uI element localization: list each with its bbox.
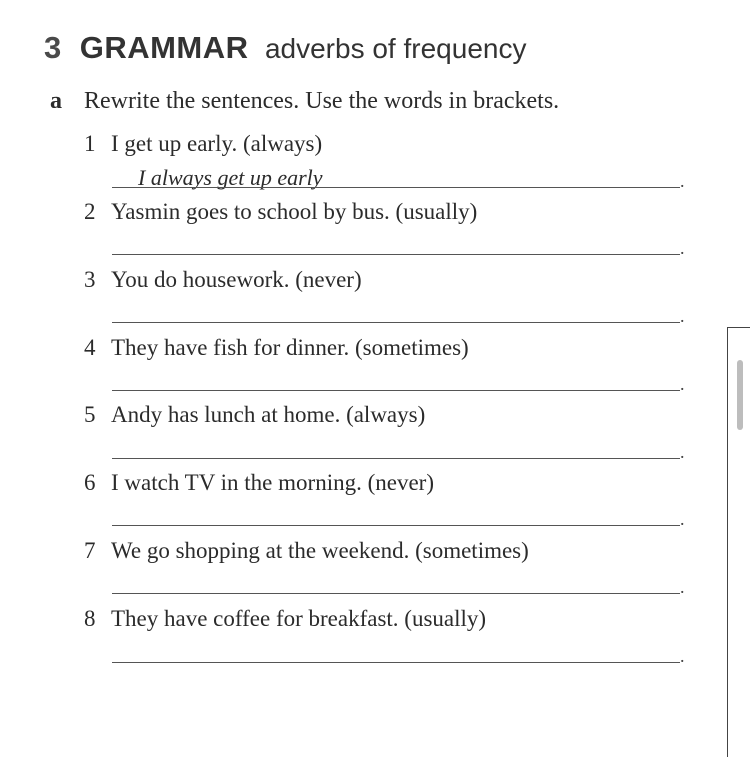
question-number: 6 <box>84 470 96 495</box>
scrollbar-thumb[interactable] <box>737 360 743 430</box>
exercise-title: GRAMMAR <box>79 30 249 65</box>
answer-line[interactable] <box>112 187 680 188</box>
question-number: 8 <box>84 606 96 631</box>
question-text: Andy has lunch at home. (always) <box>111 402 426 427</box>
question-text: We go shopping at the weekend. (sometimes) <box>111 538 529 563</box>
answer-text: I always get up early <box>138 165 323 190</box>
question-number: 4 <box>84 335 96 360</box>
instruction-text: Rewrite the sentences. Use the words in brackets. <box>84 88 560 114</box>
answer-line[interactable] <box>112 593 680 594</box>
answer-line[interactable] <box>112 662 680 663</box>
line-end-period: . <box>680 238 685 258</box>
question-text: They have coffee for breakfast. (usually) <box>111 606 487 631</box>
question <box>84 335 469 361</box>
exercise-number: 3 <box>44 30 62 65</box>
question-number: 1 <box>84 131 96 156</box>
answer-line[interactable] <box>112 254 680 255</box>
question-text: You do housework. (never) <box>111 267 362 292</box>
line-end-period: . <box>680 306 685 326</box>
question-text: They have fish for dinner. (sometimes) <box>111 335 469 360</box>
question-number: 3 <box>84 267 96 292</box>
question <box>84 131 322 157</box>
question <box>84 470 434 496</box>
line-end-period: . <box>680 442 685 462</box>
answer-line[interactable] <box>112 525 680 526</box>
question-text: Yasmin goes to school by bus. (usually) <box>111 199 478 224</box>
question-number: 2 <box>84 199 96 224</box>
question <box>84 267 362 293</box>
question-number: 7 <box>84 538 96 563</box>
question <box>84 402 425 428</box>
instruction <box>50 88 559 115</box>
line-end-period: . <box>680 577 685 597</box>
question-text: I watch TV in the morning. (never) <box>111 470 434 495</box>
question-number: 5 <box>84 402 96 427</box>
answer-line[interactable] <box>112 390 680 391</box>
question <box>84 538 529 564</box>
question <box>84 199 477 225</box>
instruction-letter: a <box>50 88 62 114</box>
answer-line[interactable] <box>112 458 680 459</box>
line-end-period: . <box>680 374 685 394</box>
exercise-subtitle: adverbs of frequency <box>264 33 527 64</box>
line-end-period: . <box>680 646 685 666</box>
question <box>84 606 486 632</box>
answer-line[interactable] <box>112 322 680 323</box>
question-text: I get up early. (always) <box>111 131 323 156</box>
line-end-period: . <box>680 171 685 191</box>
exercise-heading <box>44 30 526 66</box>
line-end-period: . <box>680 509 685 529</box>
